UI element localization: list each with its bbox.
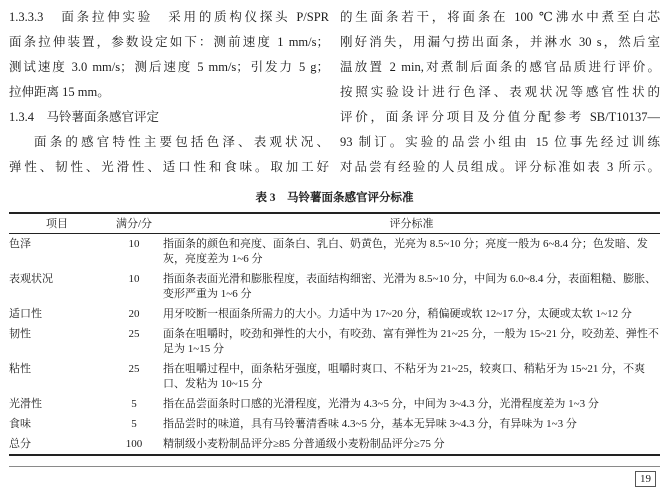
footer-divider <box>9 466 660 467</box>
cell-criteria: 用牙咬断一根面条所需力的大小。力适中为 17~20 分，稍偏硬或软 12~17 分，太硬或太软 1~12 分 <box>163 307 632 320</box>
table-row <box>9 359 660 394</box>
cell-criteria: 指面条表面光滑和膨胀程度，表面结构细密、光滑为 8.5~10 分，中间为 6.0~8.4 分，表面粗糙、膨胀、变形严重为 1~6 分 <box>163 272 657 300</box>
cell-item: 食味 <box>9 417 31 430</box>
cell-score: 5 <box>131 417 137 430</box>
cell-item: 粘性 <box>9 362 31 375</box>
cell-criteria: 精制级小麦粉制品评分≥85 分普通级小麦粉制品评分≥75 分 <box>163 437 445 450</box>
cell-score: 10 <box>128 237 140 250</box>
table-row <box>9 414 660 434</box>
cell-criteria: 面条在咀嚼时，咬劲和弹性的大小，有咬劲、富有弹性为 21~25 分，一般为 15~21 分，咬劲差、弹性不足为 1~15 分 <box>163 327 659 355</box>
cell-score: 10 <box>128 272 140 285</box>
right-column <box>340 5 660 180</box>
section-heading: 1.3.4 马铃薯面条感官评定 <box>9 110 160 124</box>
cell-item: 总分 <box>9 437 31 450</box>
paragraph-line: 评价，面条评分项目及分值分配参考 SB/T10137— <box>340 110 660 124</box>
cell-criteria: 指在品尝面条时口感的光滑程度，光滑为 4.3~5 分，中间为 3~4.3 分，光滑程度差为 1~3 分 <box>163 397 599 410</box>
page-number: 19 <box>635 471 656 487</box>
column-header-item: 项目 <box>46 218 68 230</box>
table-row <box>9 304 660 324</box>
cell-criteria: 指面条的颜色和亮度、面条白、乳白、奶黄色，光亮为 8.5~10 分；亮度一般为 6~8.4 分；色发暗、发灰，亮度差为 1~6 分 <box>163 237 648 265</box>
paragraph-line: 的生面条若干，将面条在 100 ℃沸水中煮至白芯 <box>340 10 660 24</box>
body-text <box>0 0 669 180</box>
cell-score: 5 <box>131 397 137 410</box>
cell-criteria: 指品尝时的味道，具有马铃薯清香味 4.3~5 分，基本无异味 3~4.3 分，有异味为 1~3 分 <box>163 417 577 430</box>
table-row <box>9 394 660 414</box>
table-row <box>9 269 660 304</box>
table-header-row <box>9 213 660 234</box>
paragraph-line: 对品尝有经验的人员组成。评分标准如表 3 所示。 <box>340 160 660 174</box>
cell-score: 100 <box>125 437 143 450</box>
cell-score: 20 <box>128 307 140 320</box>
paragraph-line: 刚好消失，用漏勺捞出面条，并淋水 30 s，然后室 <box>340 35 660 49</box>
paragraph-line: 拉伸距离 15 mm。 <box>9 85 110 99</box>
cell-criteria: 指在咀嚼过程中，面条粘牙强度，咀嚼时爽口、不粘牙为 21~25，较爽口、稍粘牙为 15~21 分，不爽口、发粘为 10~15 分 <box>163 362 646 390</box>
table-row <box>9 234 660 270</box>
paragraph-line: 弹性、韧性、光滑性、适口性和食味。取加工好 <box>9 160 329 174</box>
column-header-criteria: 评分标准 <box>389 218 434 230</box>
left-column <box>9 5 329 180</box>
paragraph-line: 面条的感官特性主要包括色泽、表观状况、 <box>34 135 329 149</box>
paragraph-line: 93 制订。实验的品尝小组由 15 位事先经过训练 <box>340 135 660 149</box>
table-caption: 表 3 马铃薯面条感官评分标准 <box>255 192 414 204</box>
cell-item: 光滑性 <box>9 397 42 410</box>
cell-score: 25 <box>128 327 140 340</box>
cell-item: 表观状况 <box>9 272 53 285</box>
paragraph-line: 面条拉伸装置，参数设定如下：测前速度 1 mm/s； <box>9 35 329 49</box>
paragraph-line: 1.3.3.3 面条拉伸实验 采用的质构仪探头 P/SPR <box>9 10 329 24</box>
cell-item: 色泽 <box>9 237 31 250</box>
paragraph-line: 测试速度 3.0 mm/s；测后速度 5 mm/s；引发力 5 g； <box>9 60 329 74</box>
table-row <box>9 324 660 359</box>
paragraph-line: 温放置 2 min,对煮制后面条的感官品质进行评价。 <box>340 60 660 74</box>
table-section <box>0 189 669 456</box>
sensory-score-table <box>9 212 660 456</box>
cell-score: 25 <box>128 362 140 375</box>
paragraph-line: 按照实验设计进行色泽、表观状况等感官性状的 <box>340 85 660 99</box>
table-row <box>9 434 660 455</box>
column-header-score: 满分/分 <box>115 218 153 230</box>
cell-item: 韧性 <box>9 327 31 340</box>
cell-item: 适口性 <box>9 307 42 320</box>
